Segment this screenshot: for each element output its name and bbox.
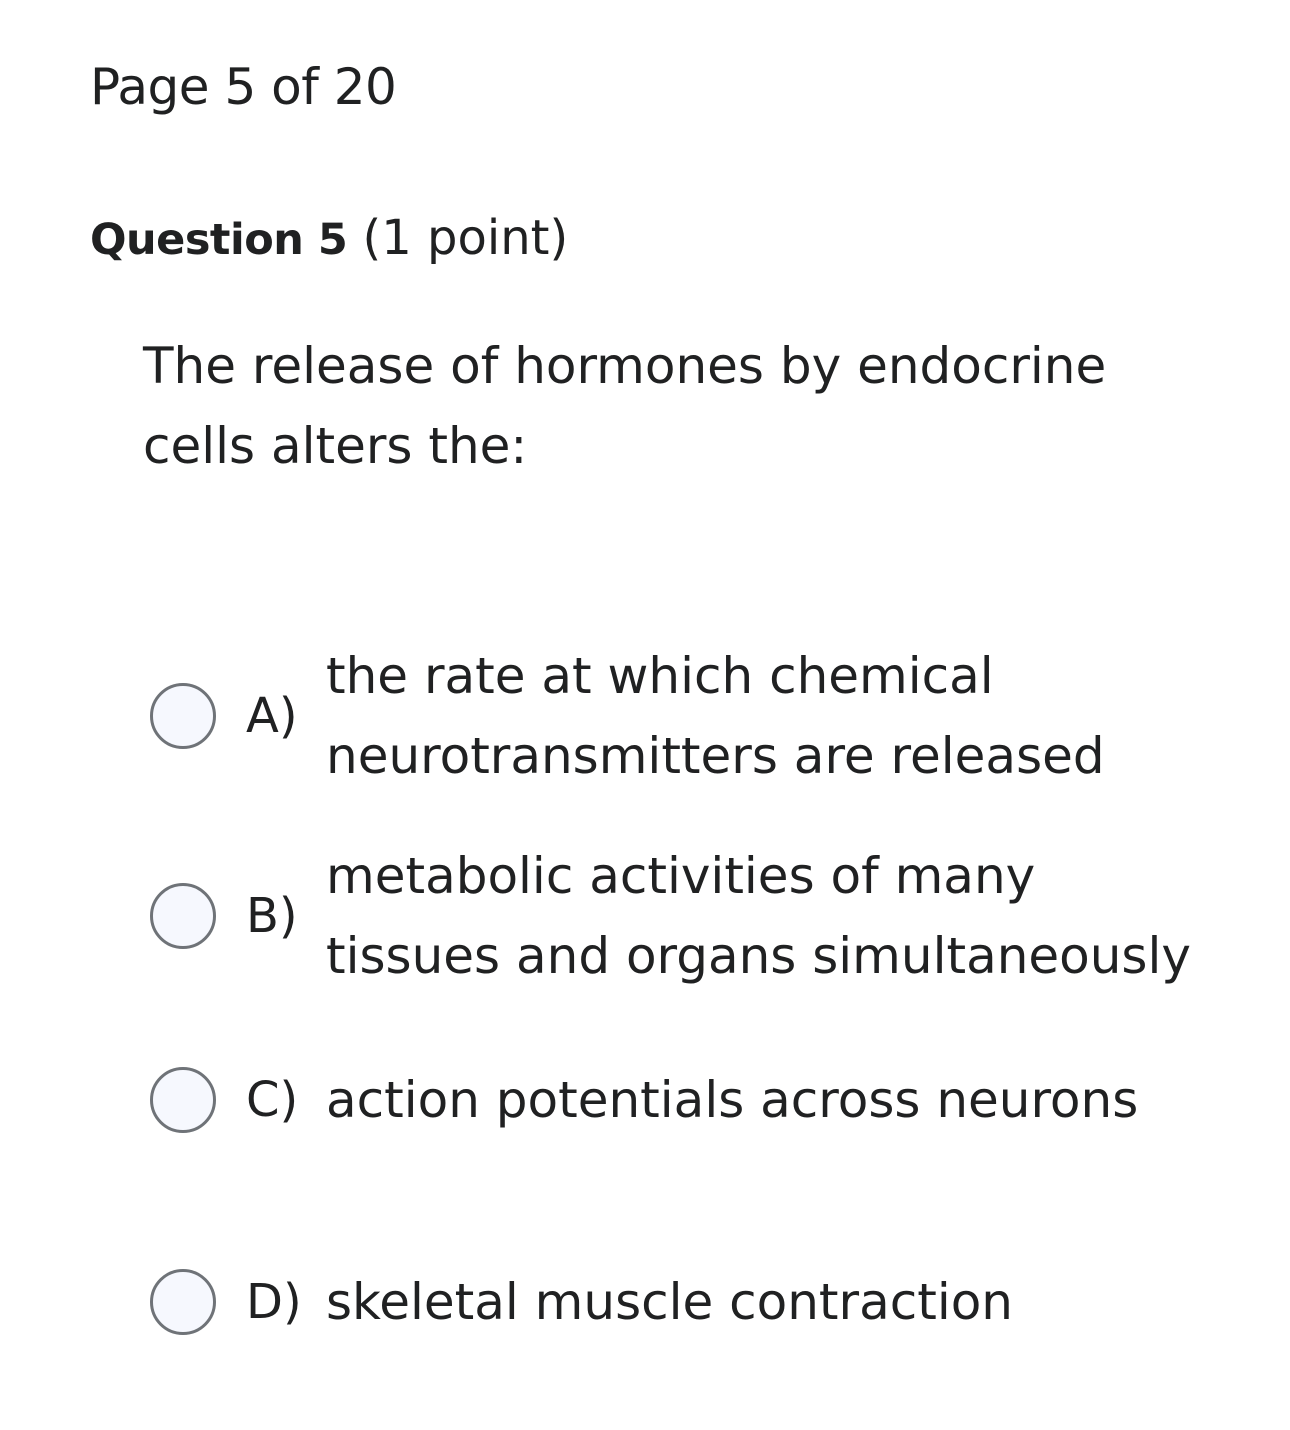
option-c[interactable] bbox=[150, 1060, 1138, 1140]
question-number: Question 5 bbox=[90, 215, 348, 265]
option-letter: D) bbox=[246, 1274, 302, 1330]
question-text: The release of hormones by endocrine cells alters the: bbox=[143, 337, 1107, 475]
option-b[interactable] bbox=[150, 836, 1206, 996]
option-a[interactable] bbox=[150, 636, 1206, 796]
option-d[interactable] bbox=[150, 1262, 1013, 1342]
option-letter: C) bbox=[246, 1072, 299, 1128]
option-letter: A) bbox=[246, 688, 298, 744]
radio-option-a[interactable] bbox=[150, 683, 216, 749]
option-text[interactable]: the rate at which chemical neurotransmitters are released bbox=[326, 647, 1105, 785]
radio-option-c[interactable] bbox=[150, 1067, 216, 1133]
option-letter: B) bbox=[246, 888, 298, 944]
question-header bbox=[90, 210, 568, 266]
question-points: (1 point) bbox=[362, 210, 569, 266]
radio-option-b[interactable] bbox=[150, 883, 216, 949]
option-text[interactable]: skeletal muscle contraction bbox=[326, 1273, 1013, 1331]
option-text[interactable]: action potentials across neurons bbox=[326, 1071, 1139, 1129]
radio-option-d[interactable] bbox=[150, 1269, 216, 1335]
page-indicator: Page 5 of 20 bbox=[90, 58, 397, 116]
option-text[interactable]: metabolic activities of many tissues and organs simultaneously bbox=[326, 847, 1191, 985]
